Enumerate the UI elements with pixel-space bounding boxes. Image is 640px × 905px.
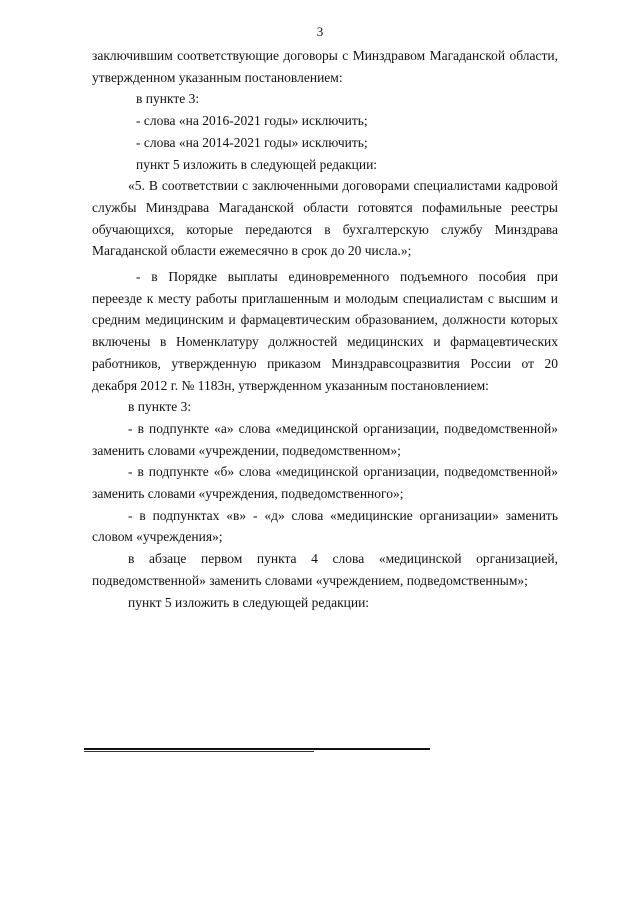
- paragraph-point5-intro-b: пункт 5 изложить в следующей редакции:: [128, 594, 370, 610]
- paragraph-relocation-order: - в Порядке выплаты единовременного подъемного пособия при переезде к месту работы приглашенным и молодым специалистам с высшим и средним медицинским и фармацевтическим образованием, должности которых включены в Номенклатуру должностей медицинских и фармацевтических работников, утвержденную приказом Минздравсоцразвития России от 20 декабря 2012 г. № 1183н, утвержденном указанным постановлением:: [92, 269, 558, 393]
- paragraph-subpoint-b: - в подпункте «б» слова «медицинской организации, подведомственной» заменить словами «учреждения, подведомственного»;: [92, 464, 558, 502]
- page-number: 3: [316, 24, 324, 39]
- paragraph-remove-2014: - слова «на 2014-2021 годы» исключить;: [136, 134, 368, 150]
- paragraph-point4: в абзаце первом пункта 4 слова «медицинской организацией, подведомственной» заменить словами «учреждением, подведомственным»;: [92, 551, 558, 588]
- paragraph-subpoints-v-d: - в подпунктах «в» - «д» слова «медицинские организации» заменить словом «учреждения»;: [92, 507, 558, 545]
- paragraph-item-point3-b: в пункте 3:: [128, 399, 192, 415]
- paragraph-continuation: заключившим соответствующие договоры с Минздравом Магаданской области, утвержденном указанным постановлением:: [92, 48, 558, 85]
- paragraph-point5-intro: пункт 5 изложить в следующей редакции:: [136, 156, 378, 172]
- paragraph-item-point3: в пункте 3:: [136, 91, 200, 107]
- paragraph-point5-text: «5. В соответствии с заключенными договорами специалистами кадровой службы Минздрава Магаданской области готовятся пофамильные реестры обучающихся, которые передаются в бухгалтерскую службу Минздрава Магаданской области ежемесячно в срок до 20 числа.»;: [92, 178, 558, 259]
- document-body: [92, 45, 558, 613]
- footer-divider: [84, 748, 430, 750]
- paragraph-remove-2016: - слова «на 2016-2021 годы» исключить;: [136, 113, 368, 129]
- paragraph-subpoint-a: - в подпункте «а» слова «медицинской организации, подведомственной» заменить словами «учреждении, подведомственном»;: [92, 420, 558, 458]
